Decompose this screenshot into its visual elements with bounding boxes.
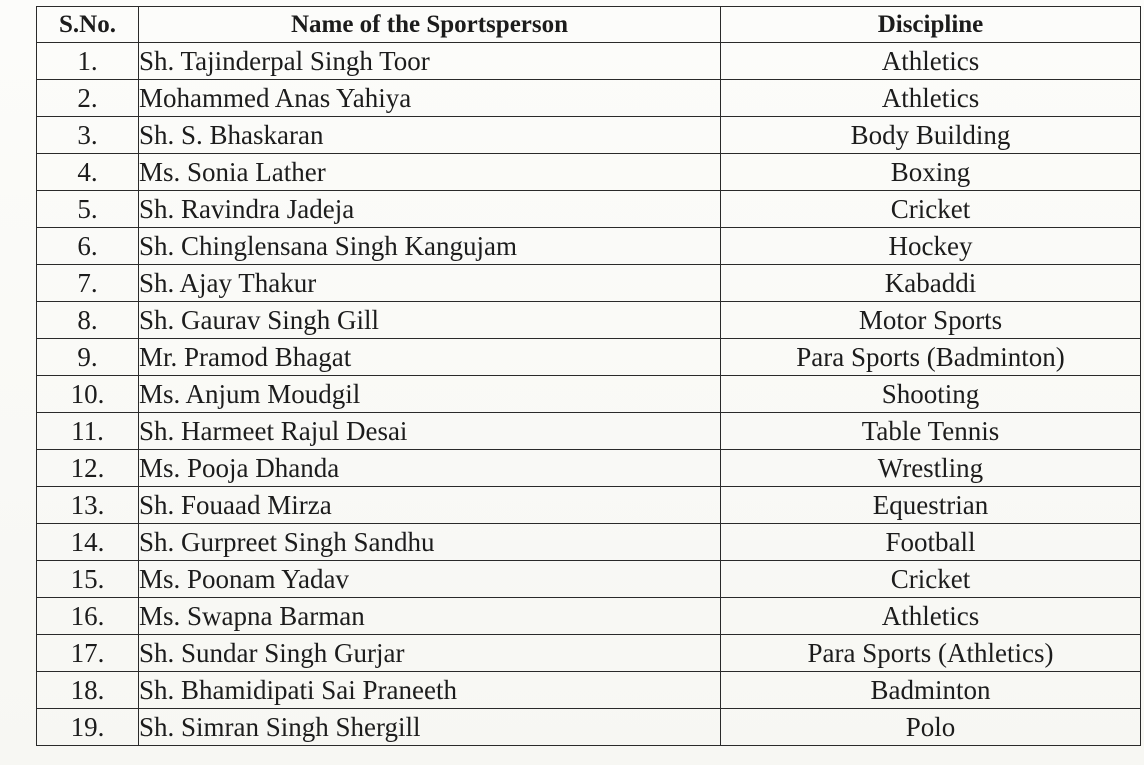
row-sportsperson-name: Sh. Harmeet Rajul Desai xyxy=(139,413,721,450)
row-sno: 6. xyxy=(37,228,139,265)
row-sno: 19. xyxy=(37,709,139,746)
row-discipline: Athletics xyxy=(721,43,1141,80)
row-discipline: Boxing xyxy=(721,154,1141,191)
row-sno: 3. xyxy=(37,117,139,154)
table-body xyxy=(37,43,1141,746)
row-sportsperson-name: Sh. Chinglensana Singh Kangujam xyxy=(139,228,721,265)
row-sportsperson-name: Sh. Gurpreet Singh Sandhu xyxy=(139,524,721,561)
row-sportsperson-name: Sh. Gaurav Singh Gill xyxy=(139,302,721,339)
table-row xyxy=(37,598,1141,635)
row-sportsperson-name: Sh. Fouaad Mirza xyxy=(139,487,721,524)
row-discipline: Polo xyxy=(721,709,1141,746)
table-row xyxy=(37,561,1141,598)
header-discipline: Discipline xyxy=(721,7,1141,43)
sportsperson-table xyxy=(36,6,1141,746)
table-row xyxy=(37,80,1141,117)
row-sno: 11. xyxy=(37,413,139,450)
row-sno: 12. xyxy=(37,450,139,487)
row-sno: 2. xyxy=(37,80,139,117)
header-name: Name of the Sportsperson xyxy=(139,7,721,43)
row-discipline: Football xyxy=(721,524,1141,561)
row-sno: 18. xyxy=(37,672,139,709)
table-row xyxy=(37,487,1141,524)
table-row xyxy=(37,154,1141,191)
row-discipline: Equestrian xyxy=(721,487,1141,524)
table-row xyxy=(37,635,1141,672)
row-sno: 7. xyxy=(37,265,139,302)
row-sportsperson-name: Mohammed Anas Yahiya xyxy=(139,80,721,117)
row-sportsperson-name: Ms. Poonam Yadav xyxy=(139,561,721,598)
row-sportsperson-name: Sh. Ravindra Jadeja xyxy=(139,191,721,228)
row-discipline: Cricket xyxy=(721,561,1141,598)
row-discipline: Kabaddi xyxy=(721,265,1141,302)
table-row xyxy=(37,191,1141,228)
row-sportsperson-name: Mr. Pramod Bhagat xyxy=(139,339,721,376)
row-sno: 14. xyxy=(37,524,139,561)
row-discipline: Hockey xyxy=(721,228,1141,265)
row-sno: 15. xyxy=(37,561,139,598)
row-sno: 8. xyxy=(37,302,139,339)
row-sportsperson-name: Ms. Swapna Barman xyxy=(139,598,721,635)
row-sno: 17. xyxy=(37,635,139,672)
table-row xyxy=(37,672,1141,709)
table-row xyxy=(37,524,1141,561)
table-row xyxy=(37,450,1141,487)
row-sno: 9. xyxy=(37,339,139,376)
row-sportsperson-name: Sh. S. Bhaskaran xyxy=(139,117,721,154)
row-sportsperson-name: Sh. Sundar Singh Gurjar xyxy=(139,635,721,672)
row-sno: 16. xyxy=(37,598,139,635)
row-sportsperson-name: Sh. Tajinderpal Singh Toor xyxy=(139,43,721,80)
row-discipline: Para Sports (Athletics) xyxy=(721,635,1141,672)
row-discipline: Table Tennis xyxy=(721,413,1141,450)
header-sno: S.No. xyxy=(37,7,139,43)
row-discipline: Body Building xyxy=(721,117,1141,154)
row-sno: 10. xyxy=(37,376,139,413)
row-discipline: Shooting xyxy=(721,376,1141,413)
row-sno: 5. xyxy=(37,191,139,228)
row-discipline: Cricket xyxy=(721,191,1141,228)
row-sno: 4. xyxy=(37,154,139,191)
row-sportsperson-name: Ms. Pooja Dhanda xyxy=(139,450,721,487)
table-row xyxy=(37,265,1141,302)
row-sportsperson-name: Sh. Bhamidipati Sai Praneeth xyxy=(139,672,721,709)
row-discipline: Athletics xyxy=(721,80,1141,117)
row-sportsperson-name: Sh. Ajay Thakur xyxy=(139,265,721,302)
table-row xyxy=(37,413,1141,450)
row-sportsperson-name: Ms. Anjum Moudgil xyxy=(139,376,721,413)
table-row xyxy=(37,339,1141,376)
row-discipline: Badminton xyxy=(721,672,1141,709)
row-sno: 13. xyxy=(37,487,139,524)
table-row xyxy=(37,302,1141,339)
table-row xyxy=(37,43,1141,80)
row-sportsperson-name: Ms. Sonia Lather xyxy=(139,154,721,191)
row-discipline: Para Sports (Badminton) xyxy=(721,339,1141,376)
table-row xyxy=(37,228,1141,265)
table-row xyxy=(37,117,1141,154)
table-row xyxy=(37,709,1141,746)
row-discipline: Wrestling xyxy=(721,450,1141,487)
row-discipline: Motor Sports xyxy=(721,302,1141,339)
row-sportsperson-name: Sh. Simran Singh Shergill xyxy=(139,709,721,746)
table-row xyxy=(37,376,1141,413)
row-discipline: Athletics xyxy=(721,598,1141,635)
header-row xyxy=(37,7,1141,43)
row-sno: 1. xyxy=(37,43,139,80)
